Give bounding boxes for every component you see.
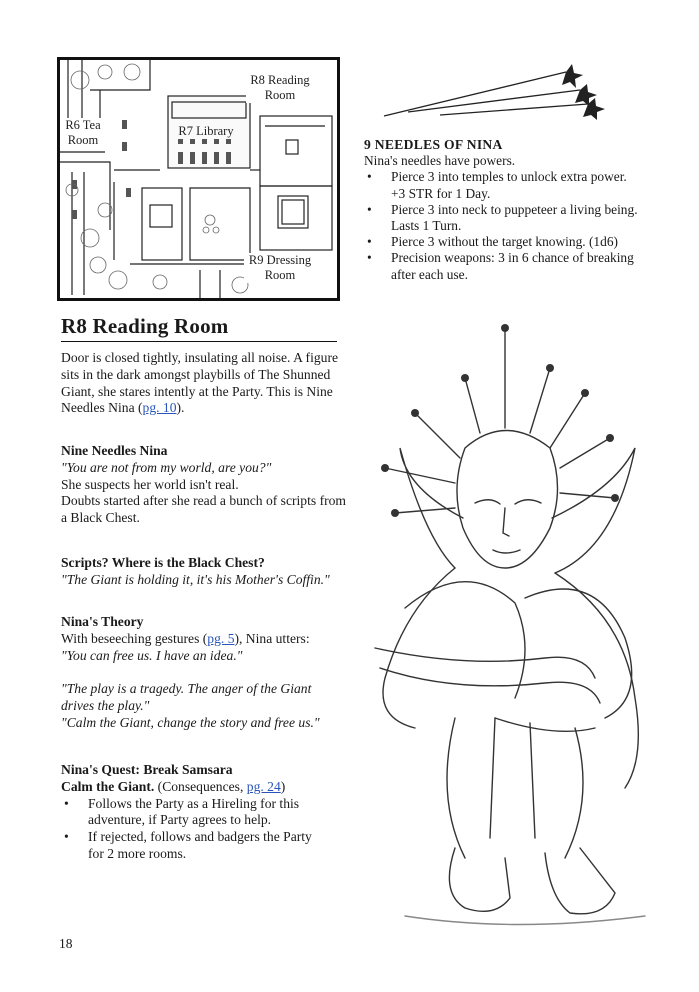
- theory-quote3: "Calm the Giant, change the story and free us.": [61, 714, 320, 730]
- page-link-10[interactable]: pg. 10: [142, 400, 177, 416]
- scripts-quote: "The Giant is holding it, it's his Mother's Coffin.": [61, 571, 330, 587]
- theory-text-end: ), Nina utters:: [234, 630, 310, 646]
- map-label-r7: R7 Library: [170, 124, 242, 139]
- nina-heading: Nine Needles Nina: [61, 443, 168, 458]
- needles-heading: 9 NEEDLES OF NINA: [364, 137, 503, 152]
- intro-text-end: ).: [176, 400, 185, 416]
- list-item: • Follows the Party as a Hireling for this adventure, if Party agrees to help.: [61, 796, 316, 830]
- nina-line1: She suspects her world isn't real.: [61, 476, 239, 492]
- list-item: • Pierce 3 into temples to unlock extra power. +3 STR for 1 Day.: [364, 169, 644, 201]
- needles-illustration: [380, 60, 610, 126]
- theory-quote1: "You can free us. I have an idea.": [61, 647, 243, 663]
- map-label-r6: R6 Tea Room: [62, 118, 104, 148]
- needles-list: [364, 169, 644, 282]
- theory-heading: Nina's Theory: [61, 614, 144, 629]
- list-item: • Precision weapons: 3 in 6 chance of breaking after each use.: [364, 250, 644, 282]
- map-label-r8: R8 Reading Room: [246, 73, 314, 103]
- quest-text-end: ): [280, 778, 286, 794]
- theory-quote2: "The play is a tragedy. The anger of the Giant drives the play.": [61, 681, 312, 713]
- needles-intro: Nina's needles have powers.: [364, 153, 516, 169]
- quest-text: (Consequences,: [154, 778, 247, 794]
- quest-block: [61, 762, 346, 863]
- intro-paragraph: [61, 350, 346, 417]
- title-rule: [61, 341, 337, 342]
- nina-block: [61, 443, 346, 527]
- page-link-5[interactable]: pg. 5: [207, 630, 235, 646]
- nina-quote: "You are not from my world, are you?": [61, 459, 272, 475]
- quest-list: [61, 796, 316, 863]
- theory-text: With beseeching gestures (: [61, 630, 208, 646]
- quest-heading: Nina's Quest: Break Samsara: [61, 762, 233, 777]
- theory-block: [61, 614, 346, 732]
- dungeon-map: [57, 57, 340, 301]
- list-item: • If rejected, follows and badgers the Party for 2 more rooms.: [61, 829, 316, 863]
- intro-text: Door is closed tightly, insulating all noise. A figure sits in the dark amongst playbills of The Shunned Giant, she stares intently at the Party. This is Nine Needles Nina (: [61, 350, 339, 416]
- page-number: 18: [59, 936, 73, 951]
- page-link-24[interactable]: pg. 24: [246, 778, 281, 794]
- quest-bold: Calm the Giant.: [61, 778, 155, 794]
- scripts-heading: Scripts? Where is the Black Chest?: [61, 555, 265, 570]
- list-item: • Pierce 3 into neck to puppeteer a living being. Lasts 1 Turn.: [364, 202, 644, 234]
- scripts-block: [61, 555, 346, 589]
- list-item: • Pierce 3 without the target knowing. (1d6): [364, 234, 644, 250]
- nina-line2: Doubts started after she read a bunch of scripts from a Black Chest.: [61, 493, 346, 526]
- needles-box: [364, 137, 644, 283]
- map-label-r9: R9 Dressing Room: [244, 253, 316, 283]
- nina-illustration: [345, 318, 680, 930]
- section-title: R8 Reading Room: [61, 314, 229, 338]
